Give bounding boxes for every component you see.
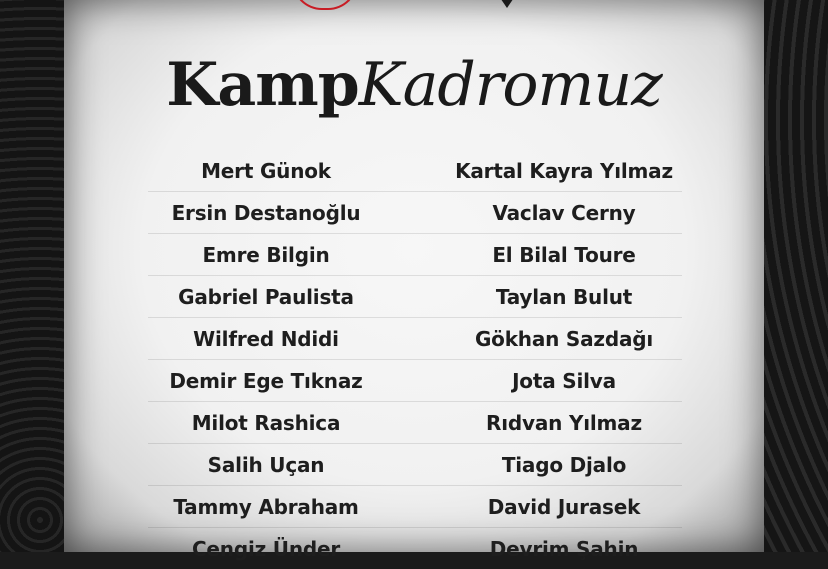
title-bold: Kamp xyxy=(166,50,359,120)
list-item xyxy=(148,486,682,528)
list-item xyxy=(148,318,682,360)
player-name-left: Emre Bilgin xyxy=(202,242,330,267)
player-name-right: Tiago Djalo xyxy=(501,452,627,477)
player-name-right: Taylan Bulut xyxy=(495,284,633,309)
list-item xyxy=(148,528,682,569)
list-item xyxy=(148,234,682,276)
list-item xyxy=(148,444,682,486)
player-name-right: Vaclav Cerny xyxy=(492,200,636,225)
player-name-left: Ersin Destanoğlu xyxy=(171,200,361,225)
player-name-right: Jota Silva xyxy=(512,368,616,393)
page-title xyxy=(0,42,828,128)
player-name-left: Tammy Abraham xyxy=(173,494,359,519)
player-name-right: Devrim Şahin xyxy=(489,536,639,561)
list-item xyxy=(148,150,682,192)
list-item xyxy=(148,360,682,402)
list-item xyxy=(148,192,682,234)
player-name-left: Mert Günok xyxy=(201,158,331,183)
player-name-right: Kartal Kayra Yılmaz xyxy=(455,158,673,183)
player-name-left: Cengiz Ünder xyxy=(191,536,341,561)
player-name-left: Gabriel Paulista xyxy=(178,284,354,309)
player-name-right: Rıdvan Yılmaz xyxy=(486,410,642,435)
heart-icon xyxy=(492,0,522,12)
list-item xyxy=(148,402,682,444)
player-name-left: Wilfred Ndidi xyxy=(193,326,339,351)
list-item xyxy=(148,276,682,318)
player-name-left: Salih Uçan xyxy=(207,452,325,477)
squad-list xyxy=(148,150,682,569)
player-name-right: Gökhan Sazdağı xyxy=(474,326,654,351)
player-name-left: Milot Rashica xyxy=(191,410,341,435)
player-name-right: David Jurasek xyxy=(487,494,641,519)
player-name-right: El Bilal Toure xyxy=(492,242,636,267)
title-italic: Kadromuz xyxy=(358,50,662,120)
player-name-left: Demir Ege Tıknaz xyxy=(169,368,363,393)
